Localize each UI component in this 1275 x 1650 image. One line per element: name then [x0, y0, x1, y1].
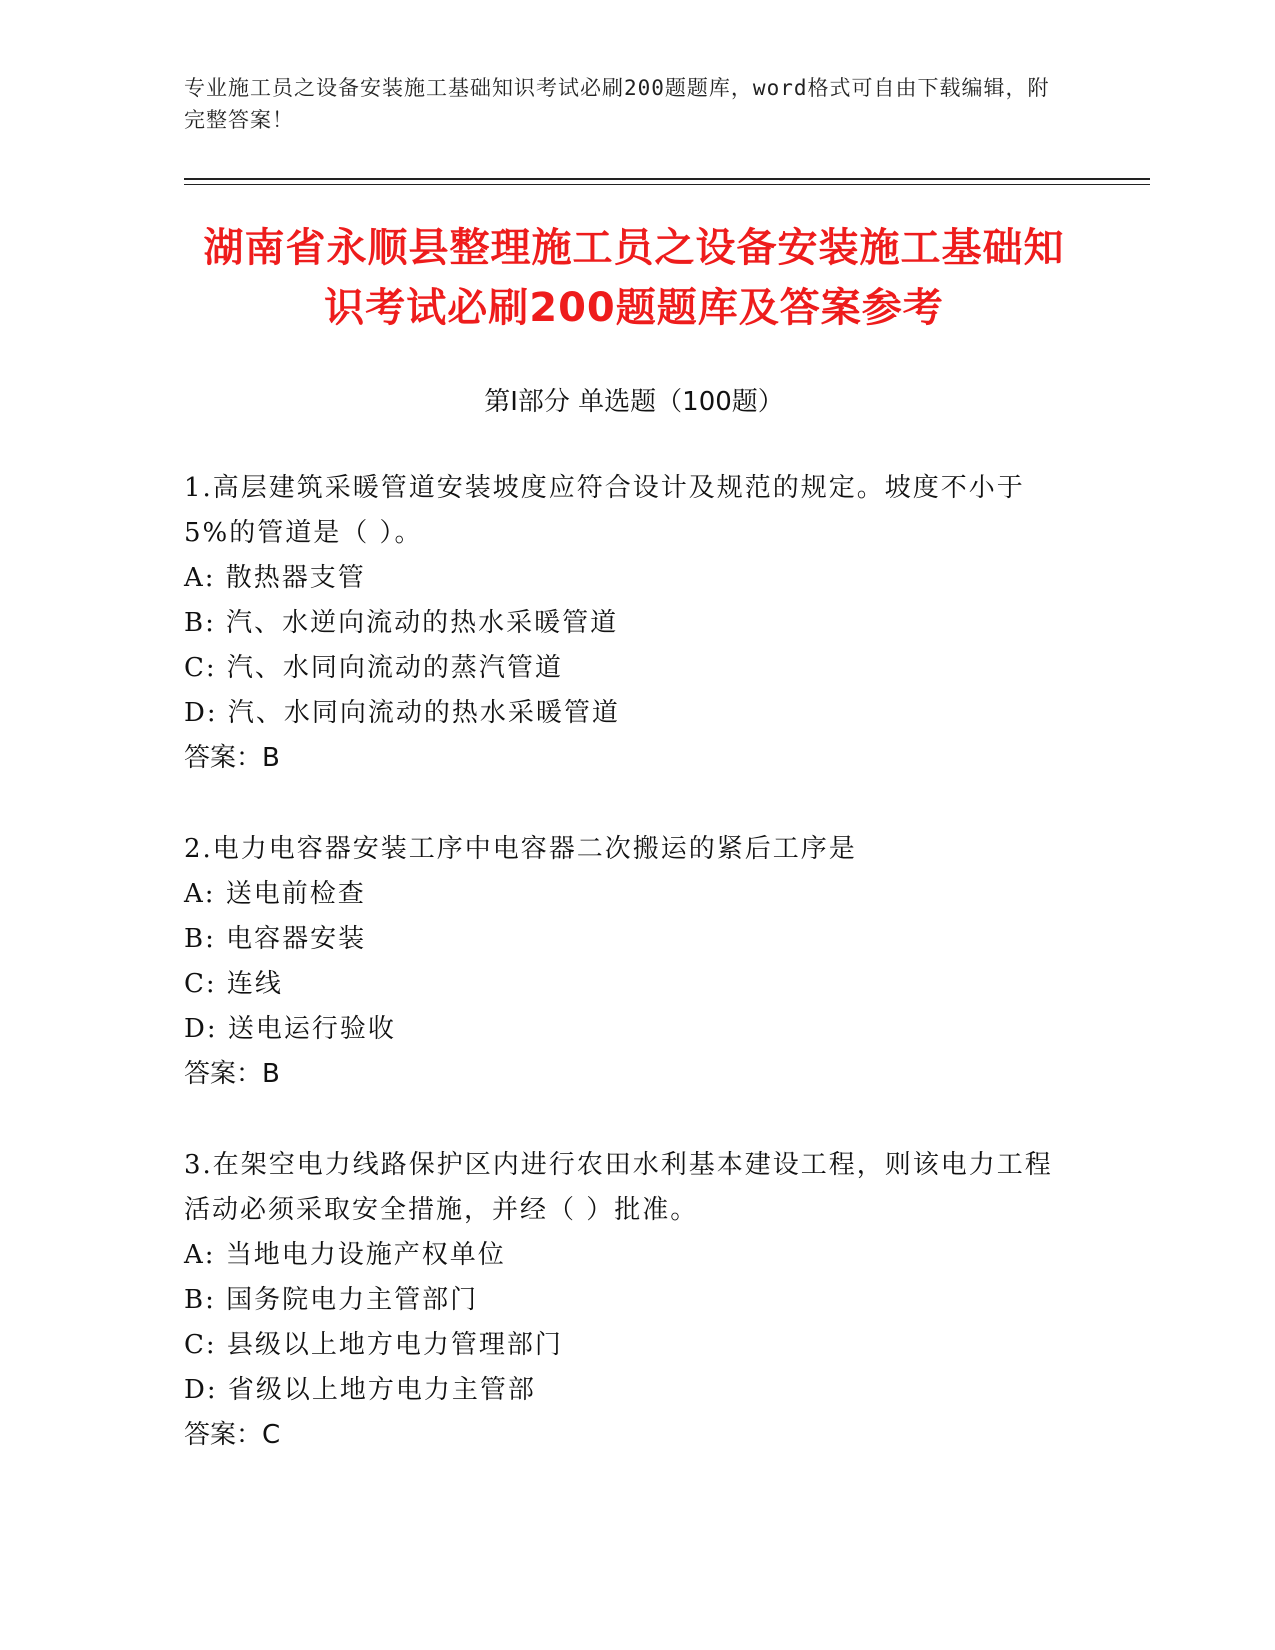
- option-c: C: 连线: [184, 969, 283, 999]
- header-note: 专业施工员之设备安装施工基础知识考试必刷200题题库，word格式可自由下载编辑，附完整答案！: [184, 76, 1050, 132]
- question-2: [184, 827, 1064, 1097]
- answer: 答案：C: [184, 1420, 281, 1450]
- option-b: B: 电容器安装: [184, 924, 367, 954]
- option-d: D: 汽、水同向流动的热水采暖管道: [184, 698, 620, 728]
- option-a: A: 散热器支管: [184, 563, 366, 593]
- option-d: D: 省级以上地方电力主管部: [184, 1375, 536, 1405]
- option-a: A: 当地电力设施产权单位: [184, 1240, 506, 1270]
- section-title: 第Ⅰ部分 单选题（100题）: [484, 387, 784, 417]
- option-d: D: 送电运行验收: [184, 1014, 396, 1044]
- option-c: C: 汽、水同向流动的蒸汽管道: [184, 653, 563, 683]
- option-b: B: 汽、水逆向流动的热水采暖管道: [184, 608, 619, 638]
- document-title: 湖南省永顺县整理施工员之设备安装施工基础知识考试必刷200题题库及答案参考: [203, 225, 1065, 331]
- answer: 答案：B: [184, 743, 280, 773]
- header-divider-thin: [184, 184, 1150, 185]
- question-stem: 3.在架空电力线路保护区内进行农田水利基本建设工程，则该电力工程活动必须采取安全措施，并经（ ）批准。: [184, 1150, 1053, 1225]
- question-stem: 1.高层建筑采暖管道安装坡度应符合设计及规范的规定。坡度不小于5%的管道是（ ）。: [184, 473, 1025, 548]
- option-c: C: 县级以上地方电力管理部门: [184, 1330, 563, 1360]
- answer: 答案：B: [184, 1059, 280, 1089]
- question-1: [184, 466, 1064, 781]
- question-3: [184, 1143, 1064, 1458]
- option-a: A: 送电前检查: [184, 879, 366, 909]
- question-list: [184, 466, 1064, 1504]
- question-stem: 2.电力电容器安装工序中电容器二次搬运的紧后工序是: [184, 834, 857, 864]
- option-b: B: 国务院电力主管部门: [184, 1285, 479, 1315]
- header-divider-thick: [184, 178, 1150, 180]
